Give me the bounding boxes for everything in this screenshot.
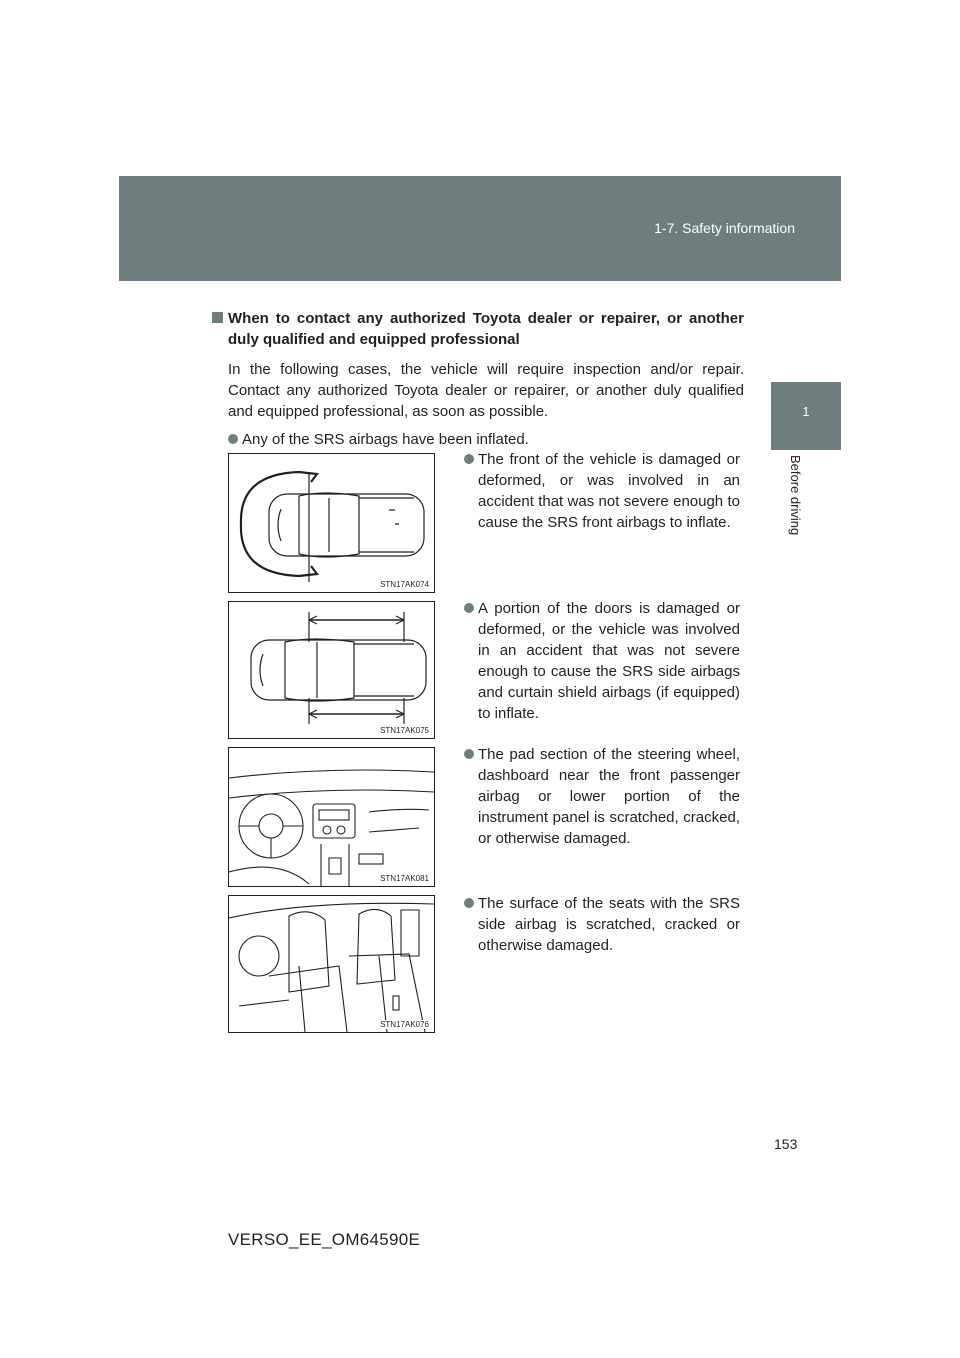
circle-bullet-icon [464,454,474,464]
figure-text-seats: The surface of the seats with the SRS side airbag is scratched, cracked or otherwise damaged. [448,893,740,956]
document-code: VERSO_EE_OM64590E [228,1230,421,1249]
square-bullet-icon [212,312,223,323]
intro-paragraph: In the following cases, the vehicle will require inspection and/or repair. Contact any authorized Toyota dealer or repairer, or another duly qualified and equipped professional, as soon as possible. [228,361,744,420]
figure-code: STN17AK075 [380,726,429,735]
chapter-label-wrap [785,455,805,575]
chapter-label: Before driving [788,455,803,536]
bullet-airbags-inflated: Any of the SRS airbags have been inflated. [212,429,744,450]
figure-code: STN17AK081 [380,874,429,883]
figure-code: STN17AK076 [380,1020,429,1029]
figure-text-front: The front of the vehicle is damaged or deformed, or was involved in an accident that was not severe enough to cause the SRS front airbags to inflate. [448,449,740,533]
header-band [119,176,841,281]
figure-seats [228,895,435,1033]
page-number: 153 [774,1136,798,1152]
section-title: 1-7. Safety information [654,220,795,236]
chapter-tab [771,382,841,450]
section-heading: When to contact any authorized Toyota dealer or repairer, or another duly qualified and equipped professional [212,308,744,350]
figure-door-damage [228,601,435,739]
circle-bullet-icon [228,434,238,444]
circle-bullet-icon [464,898,474,908]
figure-dashboard [228,747,435,887]
circle-bullet-icon [464,749,474,759]
figure-front-damage [228,453,435,593]
circle-bullet-icon [464,603,474,613]
figure-text-door: A portion of the doors is damaged or deformed, or the vehicle was involved in an accident that was not severe enough to cause the SRS side airbags and curtain shield airbags (if equipped) to inflate. [448,598,740,724]
chapter-number: 1 [802,404,810,419]
main-content [212,308,744,450]
figure-text-dashboard: The pad section of the steering wheel, dashboard near the front passenger airbag or lower portion of the instrument panel is scratched, cracked, or otherwise damaged. [448,744,740,849]
figure-code: STN17AK074 [380,580,429,589]
